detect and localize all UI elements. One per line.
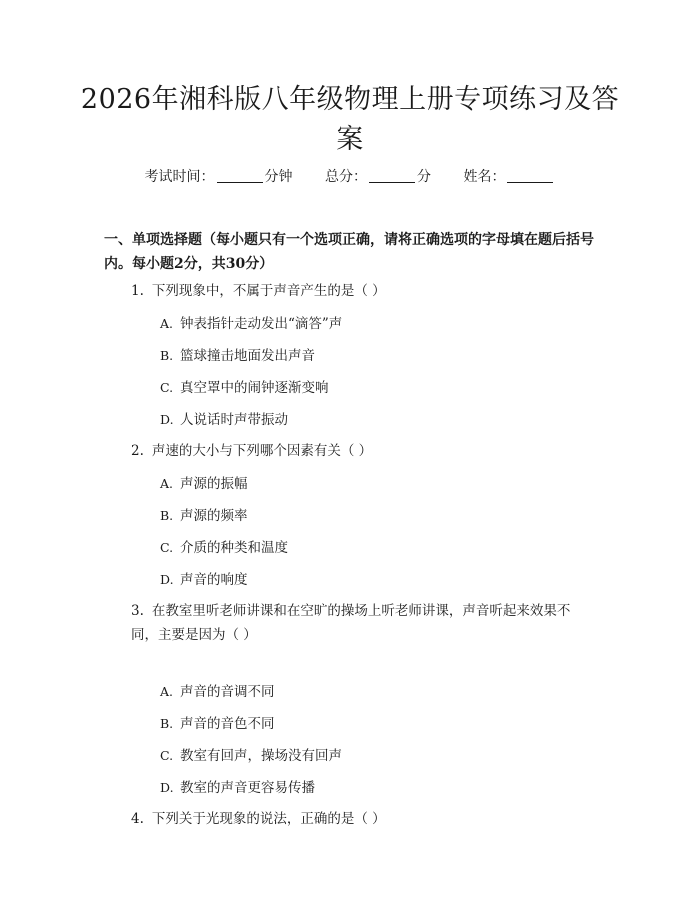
option-letter: D.	[160, 780, 174, 795]
option-3a	[160, 681, 600, 703]
option-letter: B.	[160, 716, 174, 731]
option-letter: D.	[160, 412, 174, 427]
option-letter: C.	[160, 380, 174, 395]
question-number: 2.	[131, 443, 144, 459]
option-1a	[160, 313, 600, 335]
question-text: 在教室里听老师讲课和在空旷的操场上听老师讲课，声音听起来效果不同，主要是因为（ ）	[131, 603, 571, 643]
name-label: 姓名：	[463, 169, 506, 185]
option-1b	[160, 345, 600, 367]
section-heading: 一、单项选择题（每小题只有一个选项正确，请将正确选项的字母填在题后括号内。每小题2分，共30分）	[104, 232, 594, 272]
option-3b	[160, 713, 600, 735]
option-letter: C.	[160, 540, 174, 555]
option-text: 人说话时声带振动	[180, 412, 288, 428]
option-2c	[160, 537, 600, 559]
option-letter: A.	[160, 476, 174, 491]
question-number: 3.	[131, 603, 144, 619]
exam-time-unit: 分钟	[264, 169, 293, 185]
option-text: 声源的振幅	[180, 476, 248, 492]
page-title: 2026年湘科版八年级物理上册专项练习及答案	[80, 84, 620, 155]
question-text: 下列现象中，不属于声音产生的是（ ）	[151, 283, 386, 299]
option-2b	[160, 505, 600, 527]
option-3c	[160, 745, 600, 767]
option-letter: C.	[160, 748, 174, 763]
question-2	[131, 439, 606, 463]
option-letter: B.	[160, 348, 174, 363]
option-text: 声音的响度	[180, 572, 248, 588]
option-2a	[160, 473, 600, 495]
option-text: 真空罩中的闹钟逐渐变响	[180, 380, 329, 396]
name-field	[463, 166, 555, 188]
option-text: 钟表指针走动发出“滴答”声	[180, 316, 343, 332]
exam-time-field	[145, 166, 293, 188]
option-3d	[160, 777, 600, 799]
total-score-blank	[369, 168, 415, 183]
option-text: 声音的音调不同	[180, 684, 275, 700]
option-text: 声源的频率	[180, 508, 248, 524]
option-letter: A.	[160, 684, 174, 699]
exam-time-label: 考试时间：	[144, 169, 215, 185]
question-number: 1.	[131, 283, 144, 299]
question-4	[131, 807, 606, 831]
question-3	[131, 599, 591, 647]
question-number: 4.	[131, 811, 144, 827]
option-text: 教室有回声，操场没有回声	[180, 748, 342, 764]
option-text: 声音的音色不同	[180, 716, 275, 732]
total-score-unit: 分	[417, 169, 431, 185]
question-1	[131, 279, 606, 303]
option-letter: B.	[160, 508, 174, 523]
option-letter: D.	[160, 572, 174, 587]
option-text: 教室的声音更容易传播	[180, 780, 315, 796]
question-text: 声速的大小与下列哪个因素有关（ ）	[151, 443, 373, 459]
option-1c	[160, 377, 600, 399]
name-blank	[507, 168, 553, 183]
total-score-field	[325, 166, 431, 188]
option-1d	[160, 409, 600, 431]
question-text: 下列关于光现象的说法，正确的是（ ）	[151, 811, 386, 827]
option-2d	[160, 569, 600, 591]
exam-time-blank	[217, 168, 263, 183]
exam-meta	[0, 166, 700, 188]
option-letter: A.	[160, 316, 174, 331]
option-text: 介质的种类和温度	[180, 540, 288, 556]
option-text: 篮球撞击地面发出声音	[180, 348, 315, 364]
total-score-label: 总分：	[325, 169, 367, 185]
